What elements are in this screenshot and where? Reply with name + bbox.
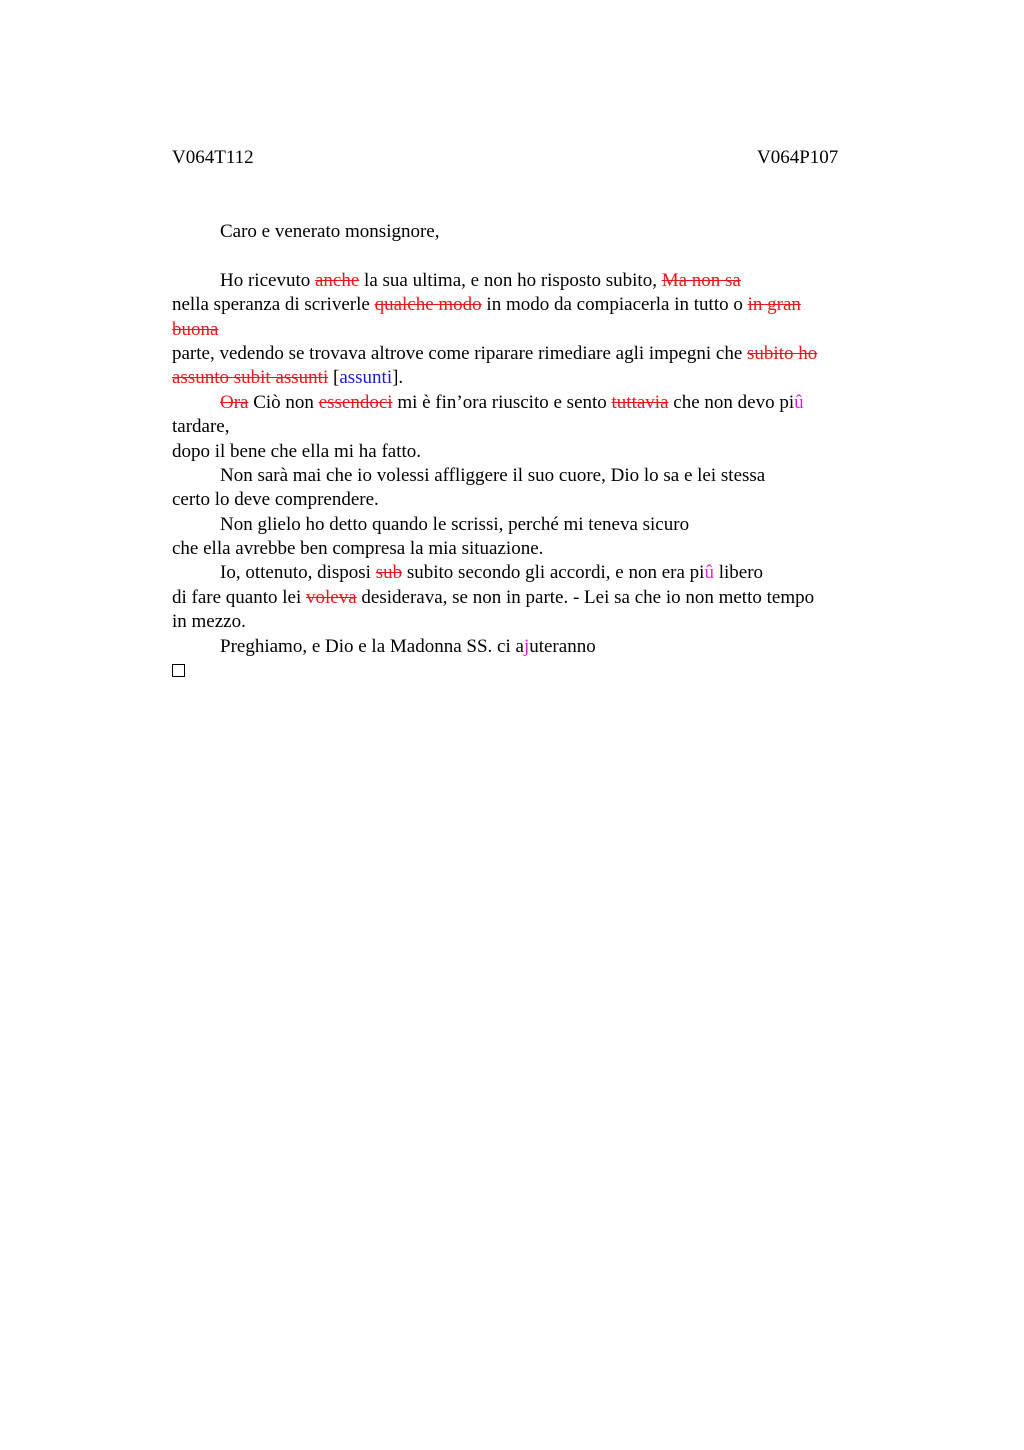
- text-run: di fare quanto lei: [172, 586, 307, 608]
- text-line: [172, 586, 877, 610]
- text-line: [172, 366, 877, 390]
- deleted-text: subito ho: [747, 342, 818, 364]
- text-line: [172, 318, 877, 342]
- text-line: [172, 293, 877, 317]
- text-line: certo lo deve comprendere.: [172, 489, 379, 511]
- salutation: Caro e venerato monsignore,: [220, 221, 440, 242]
- text-run: Ho ricevuto: [220, 269, 315, 291]
- text-line: [172, 342, 877, 366]
- deleted-text: sub: [375, 562, 403, 584]
- text-run: subito secondo gli accordi, e non era pi: [402, 562, 705, 584]
- text-line: in mezzo.: [172, 611, 246, 633]
- text-run: in modo da compiacerla in tutto o: [481, 294, 748, 316]
- text-run: desiderava, se non in parte. - Lei sa che io non metto tempo: [356, 586, 815, 608]
- deleted-text: tuttavia: [611, 391, 669, 413]
- deleted-text: in gran: [747, 294, 801, 316]
- text-run: Ciò non: [248, 391, 319, 413]
- deleted-text: anche: [314, 269, 360, 291]
- text-run: mi è fin’ora riuscito e sento: [392, 391, 612, 413]
- deleted-text: essendoci: [318, 391, 393, 413]
- deleted-text: assunto subit assunti: [172, 367, 329, 389]
- text-line: Non glielo ho detto quando le scrissi, perché mi teneva sicuro: [220, 513, 690, 535]
- text-run: Io, ottenuto, disposi: [220, 562, 376, 584]
- square-box-icon: [172, 664, 185, 677]
- text-line: [172, 269, 877, 293]
- blank-line: [172, 244, 877, 268]
- deleted-text: buona: [172, 318, 219, 340]
- letter-body: [172, 220, 877, 683]
- text-line: che ella avrebbe ben compresa la mia situazione.: [172, 538, 544, 560]
- text-run: nella speranza di scriverle: [172, 294, 375, 316]
- text-run: [: [328, 367, 340, 389]
- text-line: Non sarà mai che io volessi affliggere il suo cuore, Dio lo sa e lei stessa: [220, 464, 766, 486]
- special-character: j: [523, 635, 530, 657]
- inserted-text: assunti: [339, 367, 393, 389]
- text-run: ].: [392, 367, 404, 389]
- text-line: tardare,: [172, 416, 230, 438]
- end-marker: [172, 659, 877, 683]
- text-run: parte, vedendo se trovava altrove come riparare rimediare agli impegni che: [172, 342, 748, 364]
- text-run: che non devo pi: [668, 391, 795, 413]
- text-line: dopo il bene che ella mi ha fatto.: [172, 440, 422, 462]
- special-character: û: [704, 562, 714, 584]
- text-run: libero: [713, 562, 764, 584]
- text-line: [172, 635, 877, 659]
- deleted-text: qualche modo: [374, 294, 482, 316]
- document-code-left: V064T112: [172, 147, 254, 168]
- text-run: uteranno: [529, 635, 596, 657]
- text-line: [172, 561, 877, 585]
- special-character: û: [794, 391, 804, 413]
- page-code-right: V064P107: [757, 147, 839, 168]
- deleted-text: Ora: [220, 391, 249, 413]
- text-line: [172, 391, 877, 415]
- text-run: la sua ultima, e non ho risposto subito,: [359, 269, 662, 291]
- text-run: Preghiamo, e Dio e la Madonna SS. ci a: [220, 635, 524, 657]
- deleted-text: voleva: [306, 586, 357, 608]
- deleted-text: Ma non sa: [661, 269, 741, 291]
